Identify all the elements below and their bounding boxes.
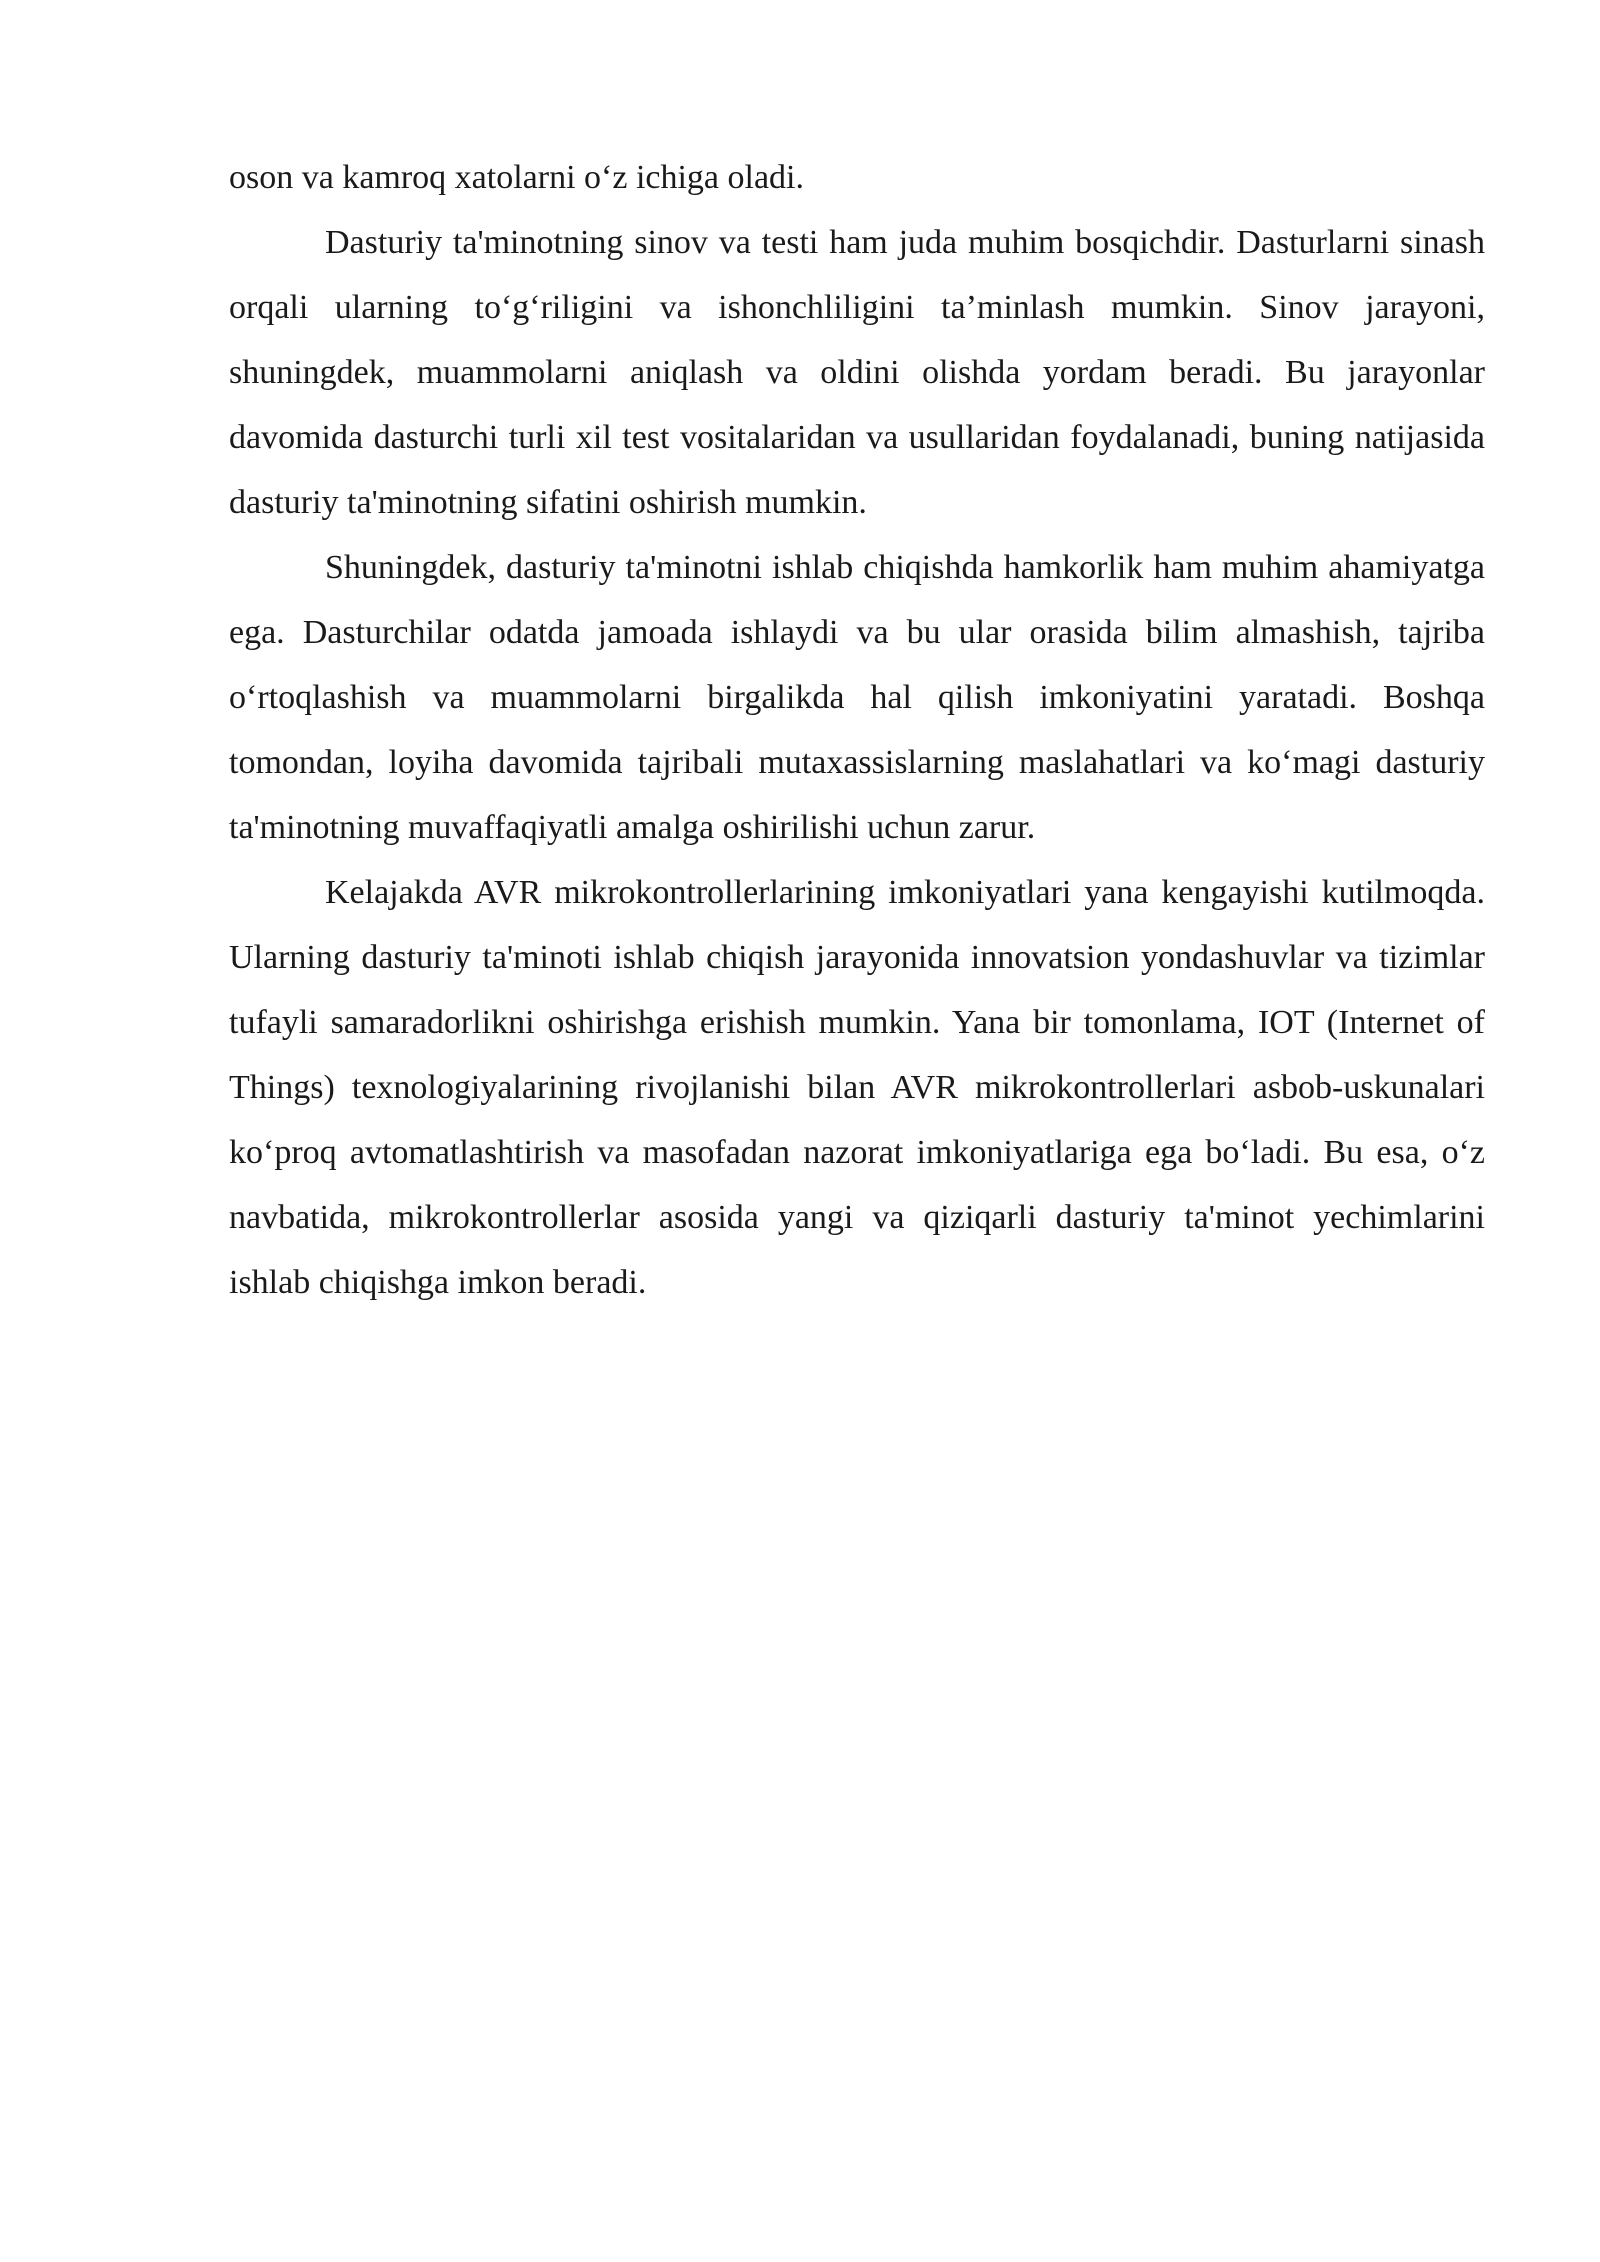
document-body: [229, 145, 1485, 1315]
paragraph-future: Kelajakda AVR mikrokontrollerlarining imkoniyatlari yana kengayishi kutilmoqda. Ularning dasturiy ta'minoti ishlab chiqish jarayonida innovatsion yondashuvlar va tizimlar tufayli samaradorlikni oshirishga erishish mumkin. Yana bir tomonlama, IOT (Internet of Things) texnologiyalarining rivojlanishi bilan AVR mikrokontrollerlari asbob-uskunalari ko‘proq avtomatlashtirish va masofadan nazorat imkoniyatlariga ega bo‘ladi. Bu esa, o‘z navbatida, mikrokontrollerlar asosida yangi va qiziqarli dasturiy ta'minot yechimlarini ishlab chiqishga imkon beradi.: [229, 874, 1485, 1301]
paragraph-testing: Dasturiy ta'minotning sinov va testi ham juda muhim bosqichdir. Dasturlarni sinash orqali ularning to‘g‘riligini va ishonchliligini ta’minlash mumkin. Sinov jarayoni, shuningdek, muammolarni aniqlash va oldini olishda yordam beradi. Bu jarayonlar davomida dasturchi turli xil test vositalaridan va usullaridan foydalanadi, buning natijasida dasturiy ta'minotning sifatini oshirish mumkin.: [229, 224, 1485, 521]
paragraph-collaboration: Shuningdek, dasturiy ta'minotni ishlab chiqishda hamkorlik ham muhim ahamiyatga ega. Dasturchilar odatda jamoada ishlaydi va bu ular orasida bilim almashish, tajriba o‘rtoqlashish va muammolarni birgalikda hal qilish imkoniyatini yaratadi. Boshqa tomondan, loyiha davomida tajribali mutaxassislarning maslahatlari va ko‘magi dasturiy ta'minotning muvaffaqiyatli amalga oshirilishi uchun zarur.: [229, 549, 1485, 846]
paragraph-continued: oson va kamroq xatolarni o‘z ichiga oladi.: [229, 159, 804, 196]
